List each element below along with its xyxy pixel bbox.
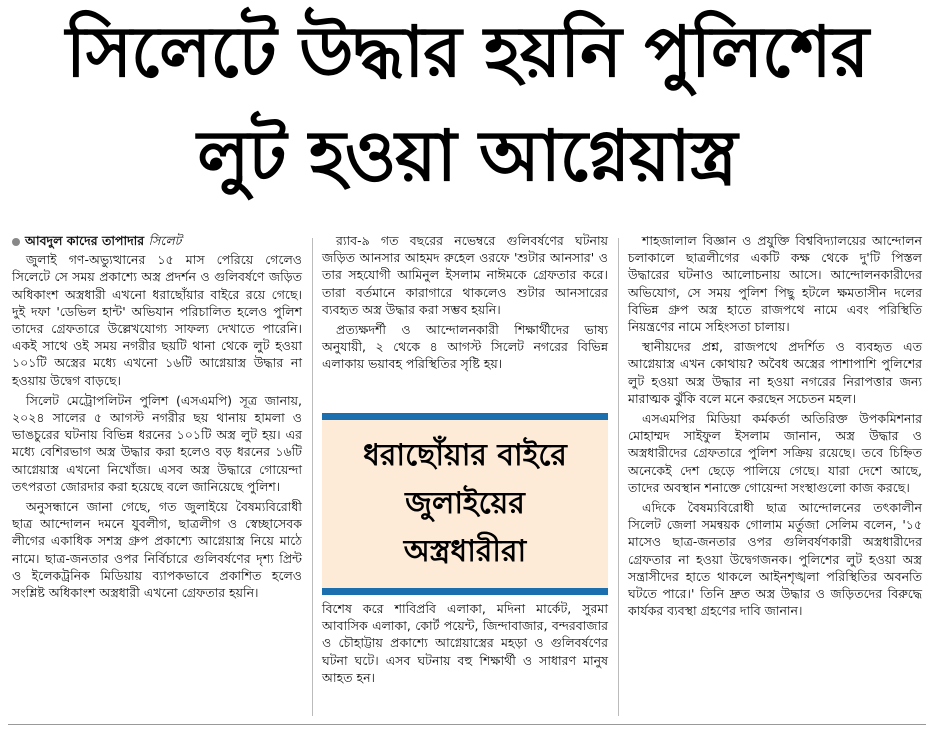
paragraph: স্থানীয়দের প্রশ্ন, রাজপথে প্রদর্শিত ও ব্যবহৃত এত আগ্নেয়াস্ত্র এখন কোথায়? অবৈধ অস্ত্রের পাশাপাশি পুলিশের লুট হওয়া অস্ত্র উদ্ধার না হওয়া নগরের নিরাপত্তার জন্য মারাত্মক ঝুঁকি বলে মনে করছেন সচেতন মহল। [628, 339, 922, 406]
headline-line-2: লুট হওয়া আগ্নেয়াস্ত্র [197, 115, 737, 197]
column-divider [312, 238, 313, 716]
paragraph: এদিকে বৈষম্যবিরোধী ছাত্র আন্দোলনের তৎকালীন সিলেট জেলা সমন্বয়ক গোলাম মর্তুজা সেলিম বলেন, '১৫ মাসেও ছাত্র-জনতার ওপর গুলিবর্ষণকারী অস্ত্রধারীদের গ্রেফতার না হওয়া উদ্বেগজনক। পুলিশের লুট হওয়া অস্ত্র সন্ত্রাসীদের হাতে থাকলে আইনশৃঙ্খলা পরিস্থিতির অবনতি ঘটতে পারে।' তিনি দ্রুত অস্ত্র উদ্ধার ও জড়িতদের বিরুদ্ধে কার্যকর ব্যবস্থা গ্রহণের দাবি জানান। [628, 500, 922, 619]
byline [12, 232, 302, 249]
byline-author: আবদুল কাদের তাপাদার [25, 233, 145, 248]
article-column-1 [12, 232, 302, 604]
pull-quote-line-3: অস্ত্রধারীরা [403, 534, 527, 569]
pull-quote-box [322, 413, 608, 595]
article-column-2-continued [322, 600, 608, 686]
pull-quote-line-2: জুলাইয়ের [405, 486, 525, 521]
headline-line-1: সিলেটে উদ্ধার হয়নি পুলিশের [65, 11, 869, 93]
pull-quote-line-1: ধরাছোঁয়ার বাইরে [363, 438, 567, 473]
paragraph: বিশেষ করে শাবিপ্রবি এলাকা, মদিনা মার্কেট, সুরমা আবাসিক এলাকা, কোর্ট পয়েন্ট, জিন্দাবাজার, বন্দরবাজার ও চৌহাট্টায় প্রকাশ্যে আগ্নেয়াস্ত্রের মহড়া ও গুলিবর্ষণের ঘটনা ঘটে। এসব ঘটনায় বহু শিক্ষার্থী ও সাধারণ মানুষ আহত হন। [322, 601, 608, 685]
paragraph: জুলাই গণ-অভ্যুত্থানের ১৫ মাস পেরিয়ে গেলেও সিলেটে সে সময় প্রকাশ্যে অস্ত্র প্রদর্শন ও গুলিবর্ষণে জড়িত অধিকাংশ অস্ত্রধারী এখনো ধরাছোঁয়ার বাইরে রয়ে গেছে। দুই দফা 'ডেভিল হান্ট' অভিযান পরিচালিত হলেও পুলিশ তাদের গ্রেফতারে উল্লেখযোগ্য সাফল্য দেখাতে পারেনি। একই সাথে ওই সময় নগরীর ছয়টি থানা থেকে লুট হওয়া ১০১টি অস্ত্রের মধ্যে এখনো ১৬টি আগ্নেয়াস্ত্র উদ্ধার না হওয়ায় উদ্বেগ বাড়ছে। [12, 252, 302, 388]
article-column-2 [322, 232, 608, 376]
paragraph: শাহজালাল বিজ্ঞান ও প্রযুক্তি বিশ্ববিদ্যালয়ের আন্দোলন চলাকালে ছাত্রলীগের একটি কক্ষ থেকে দু'টি পিস্তল উদ্ধারের ঘটনাও আলোচনায় আসে। আন্দোলনকারীদের অভিযোগ, সে সময় পুলিশ পিছু হটলে ক্ষমতাসীন দলের বিভিন্ন গ্রুপ অস্ত্র হাতে রাজপথে নামে এবং পরিস্থিতি নিয়ন্ত্রণের নামে সহিংসতা চালায়। [628, 233, 922, 335]
paragraph: প্রত্যক্ষদর্শী ও আন্দোলনকারী শিক্ষার্থীদের ভাষ্য অনুযায়ী, ২ থেকে ৪ আগস্ট সিলেট নগরের বিভিন্ন এলাকায় ভয়াবহ পরিস্থিতির সৃষ্টি হয়। [322, 322, 608, 372]
column-divider [618, 238, 619, 716]
headline [0, 0, 934, 220]
byline-location: সিলেট [148, 233, 182, 248]
article-column-3 [628, 232, 922, 622]
bottom-rule [8, 724, 926, 725]
paragraph: এসএমপির মিডিয়া কর্মকর্তা অতিরিক্ত উপকমিশনার মোহাম্মদ সাইফুল ইসলাম জানান, অস্ত্র উদ্ধার ও অস্ত্রধারীদের গ্রেফতারে পুলিশ সক্রিয় রয়েছে। তবে চিহ্নিত অনেকেই দেশ ছেড়ে পালিয়ে গেছে। যারা দেশে আছে, তাদের অবস্থান শনাক্তে গোয়েন্দা সংস্থাগুলো কাজ করছে। [628, 411, 922, 495]
paragraph: সিলেট মেট্রোপলিটন পুলিশ (এসএমপি) সূত্র জানায়, ২০২৪ সালের ৫ আগস্ট নগরীর ছয় থানায় হামলা ও ভাঙচুরের ঘটনায় বিভিন্ন ধরনের ১০১টি অস্ত্র লুট হয়। এর মধ্যে বেশিরভাগ অস্ত্র উদ্ধার করা হলেও বড় ধরনের ১৬টি আগ্নেয়াস্ত্র এখনো নিখোঁজ। এসব অস্ত্র উদ্ধারে গোয়েন্দা তৎপরতা জোরদার করা হয়েছে বলে জানিয়েছে পুলিশ। [12, 392, 302, 494]
paragraph: র‍্যাব-৯ গত বছরের নভেম্বরে গুলিবর্ষণের ঘটনায় জড়িত আনসার আহমদ রুহেল ওরফে 'শুটার আনসার' ও তার সহযোগী আমিনুল ইসলাম নাঈমকে গ্রেফতার করে। তারা বর্তমানে কারাগারে থাকলেও শুটার আনসারের ব্যবহৃত অস্ত্র উদ্ধার করা সম্ভব হয়নি। [322, 233, 608, 317]
paragraph: অনুসন্ধানে জানা গেছে, গত জুলাইয়ে বৈষম্যবিরোধী ছাত্র আন্দোলন দমনে যুবলীগ, ছাত্রলীগ ও স্বেচ্ছাসেবক লীগের একাধিক সশস্ত্র গ্রুপ প্রকাশ্যে আগ্নেয়াস্ত্র নিয়ে মাঠে নামে। ছাত্র-জনতার ওপর নির্বিচারে গুলিবর্ষণের দৃশ্য প্রিন্ট ও ইলেকট্রনিক মিডিয়ায় ব্যাপকভাবে প্রকাশিত হলেও সংশ্লিষ্ট অধিকাংশ অস্ত্রধারী এখনো গ্রেফতার হয়নি। [12, 499, 302, 601]
bullet-icon [12, 238, 20, 246]
